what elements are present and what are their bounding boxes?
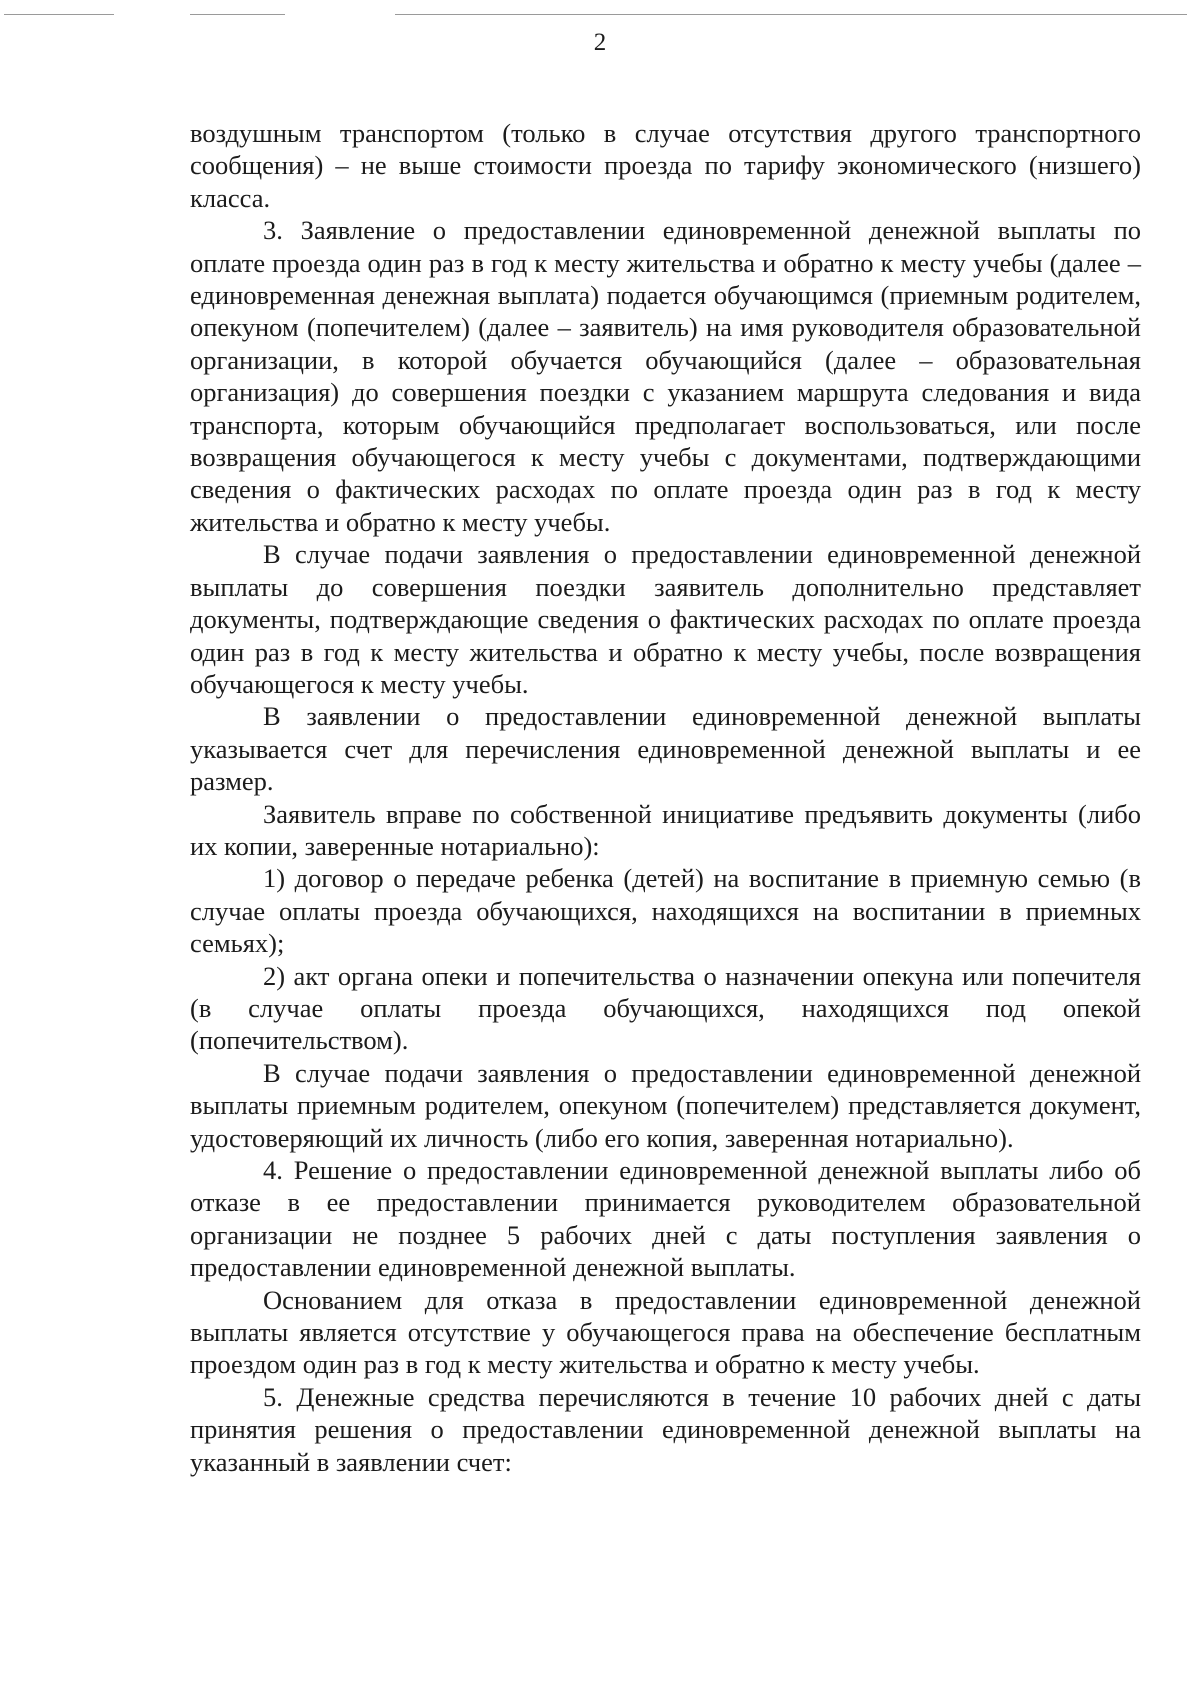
document-body bbox=[190, 117, 1141, 1478]
list-item-1: 1) договор о передаче ребенка (детей) на воспитание в приемную семью (в случае оплаты проезда обучающихся, находящихся на воспитании в приемных семьях); bbox=[190, 863, 1141, 959]
paragraph: Основанием для отказа в предоставлении единовременной денежной выплаты является отсутствие у обучающегося права на обеспечение бесплатным проездом один раз в год к месту жительства и обратно к месту учебы. bbox=[190, 1284, 1141, 1380]
scan-edge-line bbox=[190, 14, 285, 15]
paragraph-item-3: 3. Заявление о предоставлении единовременной денежной выплаты по оплате проезда один раз в год к месту жительства и обратно к месту учебы (далее – единовременная денежная выплата) подается обучающимся (приемным родителем, опекуном (попечителем) (далее – заявитель) на имя руководителя образовательной организации, в которой обучается обучающийся (далее – образовательная организация) до совершения поездки с указанием маршрута следования и вида транспорта, которым обучающийся предполагает воспользоваться, или после возвращения обучающегося к месту учебы с документами, подтверждающими сведения о фактических расходах по оплате проезда один раз в год к месту жительства и обратно к месту учебы. bbox=[190, 215, 1141, 537]
paragraph-continuation: воздушным транспортом (только в случае отсутствия другого транспортного сообщения) – не выше стоимости проезда по тарифу экономического (низшего) класса. bbox=[190, 118, 1141, 213]
page-number: 2 bbox=[593, 29, 607, 56]
scan-edge-line bbox=[395, 14, 1187, 15]
scan-edge-line bbox=[4, 14, 114, 15]
paragraph: В заявлении о предоставлении единовременной денежной выплаты указывается счет для перечисления единовременной денежной выплаты и ее размер. bbox=[190, 701, 1141, 797]
paragraph-item-5: 5. Денежные средства перечисляются в течение 10 рабочих дней с даты принятия решения о предоставлении единовременной денежной выплаты на указанный в заявлении счет: bbox=[190, 1381, 1141, 1477]
paragraph: В случае подачи заявления о предоставлении единовременной денежной выплаты приемным родителем, опекуном (попечителем) представляется документ, удостоверяющий их личность (либо его копия, заверенная нотариально). bbox=[190, 1057, 1141, 1153]
paragraph-item-4: 4. Решение о предоставлении единовременной денежной выплаты либо об отказе в ее предоставлении принимается руководителем образовательной организации не позднее 5 рабочих дней с даты поступления заявления о предоставлении единовременной денежной выплаты. bbox=[190, 1155, 1141, 1283]
list-item-2: 2) акт органа опеки и попечительства о назначении опекуна или попечителя (в случае оплаты проезда обучающихся, находящихся под опекой (попечительством). bbox=[190, 960, 1141, 1056]
paragraph: Заявитель вправе по собственной инициативе предъявить документы (либо их копии, заверенные нотариально): bbox=[190, 798, 1141, 861]
paragraph: В случае подачи заявления о предоставлении единовременной денежной выплаты до совершения поездки заявитель дополнительно представляет документы, подтверждающие сведения о фактических расходах по оплате проезда один раз в год к месту жительства и обратно к месту учебы, после возвращения обучающегося к месту учебы. bbox=[190, 539, 1141, 699]
